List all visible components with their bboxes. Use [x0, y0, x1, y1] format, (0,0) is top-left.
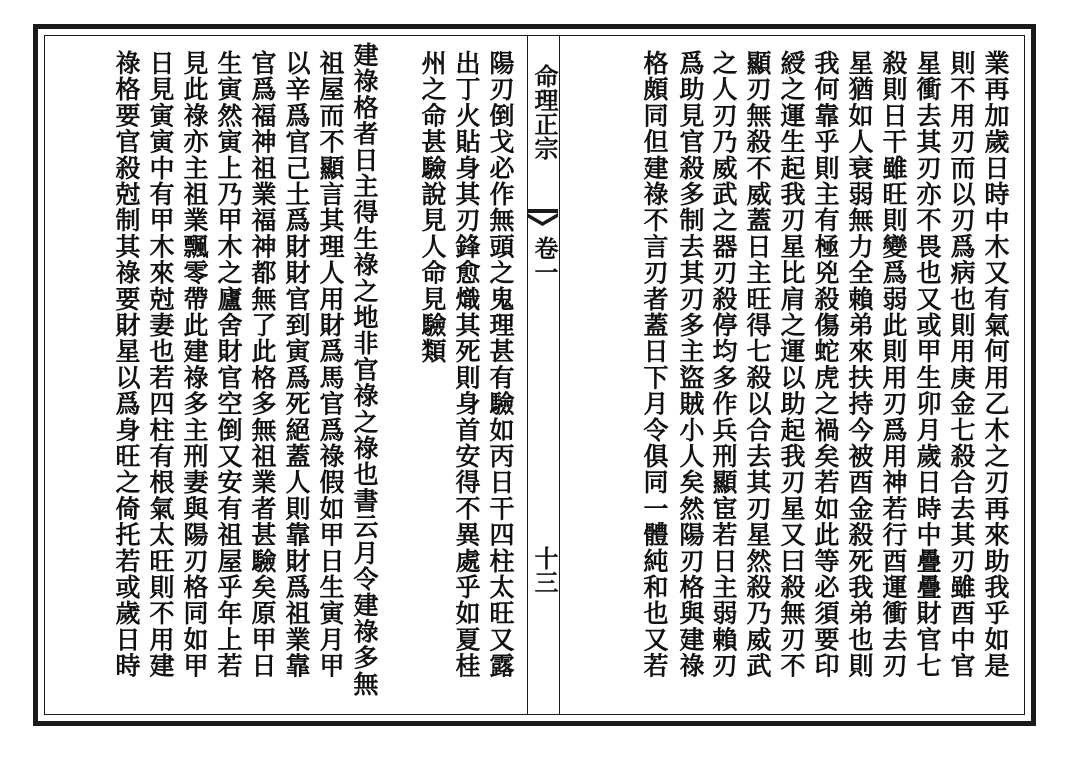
page-number: 十三: [530, 546, 559, 594]
fish-tail-mark: [527, 209, 558, 233]
page-frame: [33, 24, 1036, 726]
text-column: 建祿格者日主得生祿之地非官祿之祿也書云月令建祿多無: [350, 42, 379, 697]
text-column: 日見寅寅中有甲木來尅妻也若四柱有根氣太旺則不用建: [146, 50, 175, 679]
text-column: 祿格要官殺尅制其祿要財星以爲身旺之倚托若或歲日時: [112, 50, 141, 679]
text-column: 以辛爲官己土爲財財官到寅爲死絕蓋人則靠財爲祖業靠: [282, 50, 311, 679]
text-area: [44, 35, 1025, 715]
text-column: 爲助見官殺多制去其刃多主盜賊小人矣然陽刃格與建祿: [676, 50, 705, 679]
text-column: 殺則日干雖旺則變爲弱此則用刃爲用神若行酉運衝去刃: [879, 50, 908, 679]
book-title: 命理正宗: [530, 64, 559, 160]
volume-label: 卷一: [530, 236, 559, 284]
text-column: 業再加歲日時中木又有氣何用乙木之刃再來助我乎如是: [981, 50, 1010, 679]
text-column: 之人刃乃威武之器刃殺停均多作兵刑顯宦若日主弱賴刃: [709, 50, 738, 679]
text-column: 生寅然寅上乃甲木之廬舍財官空倒又安有祖屋乎年上若: [214, 50, 243, 679]
text-column: 綬之運生起我刃星比肩之運以助起我刃星又曰殺無刃不: [777, 50, 806, 679]
text-column: 陽刃倒戈必作無頭之鬼理甚有驗如丙日干四柱太旺又露: [486, 50, 515, 679]
text-column: 則不用刃而以刃爲病也則用庚金七殺合去其刃雖酉中官: [947, 50, 976, 679]
text-column: 格頗同但建祿不言刃者蓋日下月令俱同一體純和也又若: [640, 50, 669, 679]
text-column: 星猶如人衰弱無力全賴弟來扶持今被酉金殺死我弟也則: [845, 50, 874, 679]
text-column: 我何靠乎則主有極兇殺傷蛇虎之禍矣若如此等必須要印: [811, 50, 840, 679]
text-column: 州之命甚驗說見人命見驗類: [418, 50, 447, 365]
text-column: 官爲福神祖業福神都無了此格多無祖業者甚驗矣原甲日: [248, 50, 277, 679]
text-column: 祖屋而不顯言其理人用財爲馬官爲祿假如甲日生寅月甲: [316, 50, 345, 679]
center-strip: [527, 36, 560, 714]
text-column: 見此祿亦主祖業飄零帶此建祿多主刑妻與陽刃格同如甲: [180, 50, 209, 679]
text-column: 星衝去其刃亦不畏也又或甲生卯月歲日時中疊疊財官七: [913, 50, 942, 679]
text-column: 出丁火貼身其刃鋒愈熾其死則身首安得不異處乎如夏桂: [452, 50, 481, 679]
text-column: 顯刃無殺不威蓋日主旺得七殺以合去其刃星然殺乃威武: [743, 50, 772, 679]
